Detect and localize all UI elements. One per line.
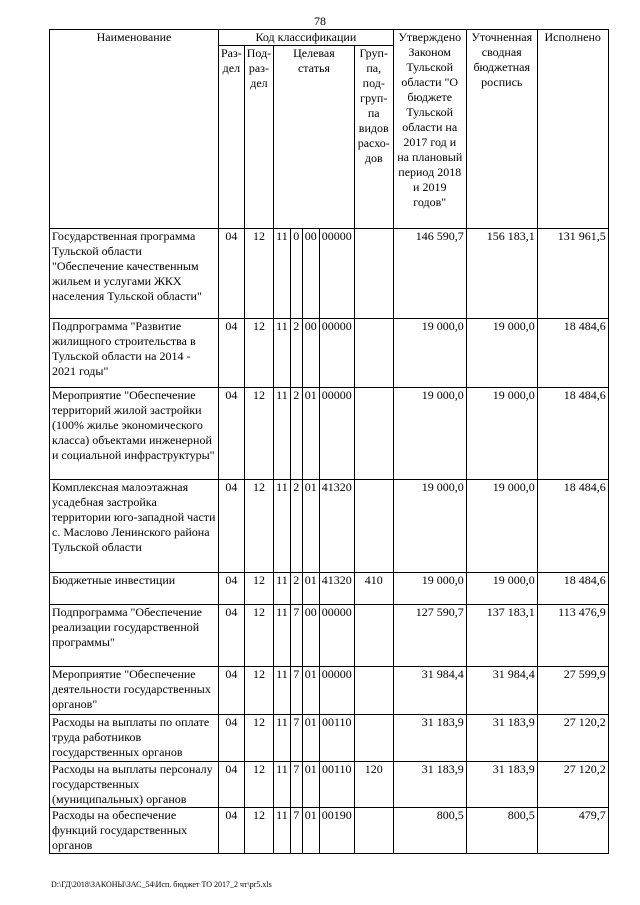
- row-subsection: 12: [244, 605, 273, 667]
- row-target-direction: 00190: [319, 808, 354, 854]
- table-row: [50, 319, 609, 388]
- row-subsection: 12: [244, 715, 273, 762]
- row-section: 04: [219, 715, 245, 762]
- row-section: 04: [219, 480, 245, 573]
- row-target-subprogram: 7: [290, 762, 302, 808]
- header-code-classification: Код классификации: [219, 30, 394, 46]
- row-target-direction: 00110: [319, 715, 354, 762]
- table-row: [50, 605, 609, 667]
- row-refined-amount: 19 000,0: [466, 480, 537, 573]
- row-expense-group: [354, 388, 393, 480]
- row-expense-group: [354, 229, 393, 319]
- row-target-event: 01: [302, 715, 319, 762]
- page-number: 78: [314, 14, 326, 28]
- row-expense-group: 120: [354, 762, 393, 808]
- row-approved-amount: 31 183,9: [393, 715, 466, 762]
- row-target-program: 11: [274, 762, 291, 808]
- row-target-event: 00: [302, 605, 319, 667]
- row-target-subprogram: 2: [290, 480, 302, 573]
- row-name: Государственная программа Тульской области "Обеспечение качественным жильем и услугами ЖКХ населения Тульской области": [50, 229, 219, 319]
- row-target-event: 01: [302, 480, 319, 573]
- row-expense-group: [354, 480, 393, 573]
- header-section: Раз- дел: [219, 46, 245, 229]
- row-name: Расходы на выплаты персоналу государственных (муниципальных) органов: [50, 762, 219, 808]
- row-approved-amount: 127 590,7: [393, 605, 466, 667]
- table-row: [50, 388, 609, 480]
- row-refined-amount: 19 000,0: [466, 319, 537, 388]
- row-refined-amount: 800,5: [466, 808, 537, 854]
- row-target-subprogram: 2: [290, 388, 302, 480]
- row-target-direction: 00110: [319, 762, 354, 808]
- table-row: [50, 762, 609, 808]
- row-target-subprogram: 7: [290, 667, 302, 715]
- row-expense-group: [354, 605, 393, 667]
- row-target-program: 11: [274, 808, 291, 854]
- row-target-program: 11: [274, 388, 291, 480]
- row-name: Расходы на обеспечение функций государственных органов: [50, 808, 219, 854]
- row-approved-amount: 800,5: [393, 808, 466, 854]
- row-subsection: 12: [244, 808, 273, 854]
- row-executed-amount: 18 484,6: [537, 573, 608, 605]
- row-target-subprogram: 2: [290, 319, 302, 388]
- row-approved-amount: 31 183,9: [393, 762, 466, 808]
- row-section: 04: [219, 573, 245, 605]
- row-target-event: 00: [302, 319, 319, 388]
- row-target-direction: 41320: [319, 573, 354, 605]
- row-subsection: 12: [244, 319, 273, 388]
- table-row: [50, 667, 609, 715]
- row-target-subprogram: 7: [290, 715, 302, 762]
- row-target-event: 00: [302, 229, 319, 319]
- row-target-subprogram: 2: [290, 573, 302, 605]
- row-approved-amount: 31 984,4: [393, 667, 466, 715]
- row-approved-amount: 19 000,0: [393, 319, 466, 388]
- row-target-subprogram: 7: [290, 605, 302, 667]
- row-target-direction: 41320: [319, 480, 354, 573]
- row-subsection: 12: [244, 388, 273, 480]
- header-name: Наименование: [50, 30, 219, 229]
- row-expense-group: [354, 715, 393, 762]
- row-subsection: 12: [244, 762, 273, 808]
- row-target-event: 01: [302, 762, 319, 808]
- row-refined-amount: 31 183,9: [466, 762, 537, 808]
- row-subsection: 12: [244, 480, 273, 573]
- row-target-direction: 00000: [319, 388, 354, 480]
- header-refined: Уточненная сводная бюджетная роспись: [466, 30, 537, 229]
- row-target-program: 11: [274, 229, 291, 319]
- row-target-direction: 00000: [319, 229, 354, 319]
- row-subsection: 12: [244, 667, 273, 715]
- row-executed-amount: 479,7: [537, 808, 608, 854]
- row-executed-amount: 18 484,6: [537, 388, 608, 480]
- table-row: [50, 808, 609, 854]
- row-target-program: 11: [274, 480, 291, 573]
- row-executed-amount: 27 120,2: [537, 715, 608, 762]
- row-section: 04: [219, 667, 245, 715]
- row-target-subprogram: 0: [290, 229, 302, 319]
- row-executed-amount: 18 484,6: [537, 319, 608, 388]
- row-target-direction: 00000: [319, 605, 354, 667]
- row-refined-amount: 19 000,0: [466, 388, 537, 480]
- row-section: 04: [219, 605, 245, 667]
- row-refined-amount: 137 183,1: [466, 605, 537, 667]
- row-refined-amount: 31 984,4: [466, 667, 537, 715]
- row-target-program: 11: [274, 605, 291, 667]
- row-target-program: 11: [274, 319, 291, 388]
- row-expense-group: [354, 808, 393, 854]
- row-approved-amount: 146 590,7: [393, 229, 466, 319]
- row-target-event: 01: [302, 388, 319, 480]
- row-target-event: 01: [302, 667, 319, 715]
- row-name: Бюджетные инвестиции: [50, 573, 219, 605]
- header-executed: Исполнено: [537, 30, 608, 229]
- row-name: Подпрограмма "Развитие жилищного строительства в Тульской области на 2014 - 2021 годы": [50, 319, 219, 388]
- row-approved-amount: 19 000,0: [393, 388, 466, 480]
- row-executed-amount: 27 599,9: [537, 667, 608, 715]
- row-name: Комплексная малоэтажная усадебная застройка территории юго-западной части с. Маслово Ленинского района Тульской области: [50, 480, 219, 573]
- budget-table: [49, 29, 609, 854]
- row-executed-amount: 27 120,2: [537, 762, 608, 808]
- header-expense-group: Груп- па, под- груп- па видов расхо- дов: [354, 46, 393, 229]
- row-subsection: 12: [244, 229, 273, 319]
- row-name: Подпрограмма "Обеспечение реализации государственной программы": [50, 605, 219, 667]
- row-refined-amount: 31 183,9: [466, 715, 537, 762]
- row-executed-amount: 113 476,9: [537, 605, 608, 667]
- row-subsection: 12: [244, 573, 273, 605]
- table-row: [50, 229, 609, 319]
- table-row: [50, 480, 609, 573]
- row-target-program: 11: [274, 715, 291, 762]
- header-approved: Утверждено Законом Тульской области "О бюджете Тульской области на 2017 год и на плановый период 2018 и 2019 годов": [393, 30, 466, 229]
- row-target-event: 01: [302, 808, 319, 854]
- row-target-direction: 00000: [319, 667, 354, 715]
- row-target-subprogram: 7: [290, 808, 302, 854]
- row-target-direction: 00000: [319, 319, 354, 388]
- row-section: 04: [219, 319, 245, 388]
- row-name: Мероприятие "Обеспечение территорий жилой застройки (100% жилье экономического класса) объектами инженерной и социальной инфраструктуры": [50, 388, 219, 480]
- row-target-program: 11: [274, 667, 291, 715]
- row-section: 04: [219, 388, 245, 480]
- row-expense-group: [354, 667, 393, 715]
- table-row: [50, 715, 609, 762]
- row-section: 04: [219, 229, 245, 319]
- row-target-program: 11: [274, 573, 291, 605]
- row-name: Мероприятие "Обеспечение деятельности государственных органов": [50, 667, 219, 715]
- header-target-article: Целевая статья: [274, 46, 355, 229]
- row-section: 04: [219, 762, 245, 808]
- row-approved-amount: 19 000,0: [393, 480, 466, 573]
- row-approved-amount: 19 000,0: [393, 573, 466, 605]
- row-refined-amount: 19 000,0: [466, 573, 537, 605]
- header-subsection: Под- раз- дел: [244, 46, 273, 229]
- row-expense-group: 410: [354, 573, 393, 605]
- file-path-footer: D:\ГД\2018\ЗАКОНЫ\ЗАС_54\Исп. бюджет ТО 2017_2 чт\pr5.xls: [51, 880, 272, 889]
- row-executed-amount: 18 484,6: [537, 480, 608, 573]
- table-row: [50, 573, 609, 605]
- row-name: Расходы на выплаты по оплате труда работников государственных органов: [50, 715, 219, 762]
- row-section: 04: [219, 808, 245, 854]
- row-expense-group: [354, 319, 393, 388]
- row-target-event: 01: [302, 573, 319, 605]
- row-executed-amount: 131 961,5: [537, 229, 608, 319]
- row-refined-amount: 156 183,1: [466, 229, 537, 319]
